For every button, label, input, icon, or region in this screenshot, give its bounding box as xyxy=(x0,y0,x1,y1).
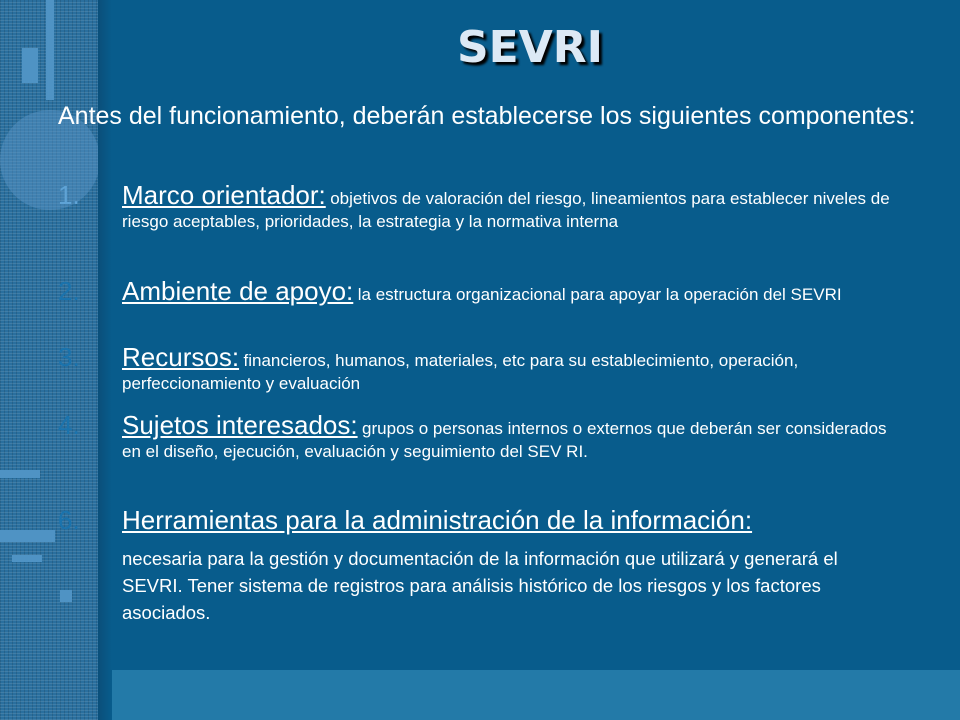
item-heading: Herramientas para la administración de la información: xyxy=(122,505,753,535)
item-number: 2. xyxy=(58,276,80,306)
decorative-bar xyxy=(0,530,55,542)
item-description: objetivos de valoración del riesgo, lineamientos para establecer niveles de riesgo aceptables, prioridades, la estrategia y la normativa interna xyxy=(122,189,890,231)
bottom-strip xyxy=(112,670,960,720)
item-content xyxy=(122,180,898,233)
decorative-bar xyxy=(12,555,42,562)
item-number: 6. xyxy=(58,505,80,535)
item-heading: Ambiente de apoyo: xyxy=(122,276,354,306)
list-item xyxy=(58,505,898,626)
list-item xyxy=(58,410,898,463)
slide-title: SEVRI xyxy=(456,22,604,73)
intro-text: Antes del funcionamiento, deberán establecerse los siguientes componentes: xyxy=(58,102,916,130)
list-item xyxy=(58,342,898,395)
item-content xyxy=(122,342,898,395)
list-item xyxy=(58,180,898,233)
item-number: 4. xyxy=(58,410,80,440)
list-item xyxy=(58,276,898,306)
item-description: grupos o personas internos o externos que deberán ser considerados en el diseño, ejecución, evaluación y seguimiento del SEV RI. xyxy=(122,419,887,461)
item-heading: Marco orientador: xyxy=(122,180,326,210)
item-content xyxy=(122,505,898,626)
decorative-bar xyxy=(0,470,40,478)
item-content xyxy=(122,410,898,463)
item-description: necesaria para la gestión y documentación de la información que utilizará y generará el SEVRI. Tener sistema de registros para análisis histórico de los riesgos y los factores asociados. xyxy=(122,548,838,623)
item-content xyxy=(122,276,898,306)
item-number: 1. xyxy=(58,180,80,210)
item-description: la estructura organizacional para apoyar la operación del SEVRI xyxy=(357,285,842,304)
item-number: 3. xyxy=(58,342,80,372)
item-description: financieros, humanos, materiales, etc para su establecimiento, operación, perfeccionamiento y evaluación xyxy=(122,351,799,393)
item-heading: Recursos: xyxy=(122,342,240,372)
item-heading: Sujetos interesados: xyxy=(122,410,358,440)
